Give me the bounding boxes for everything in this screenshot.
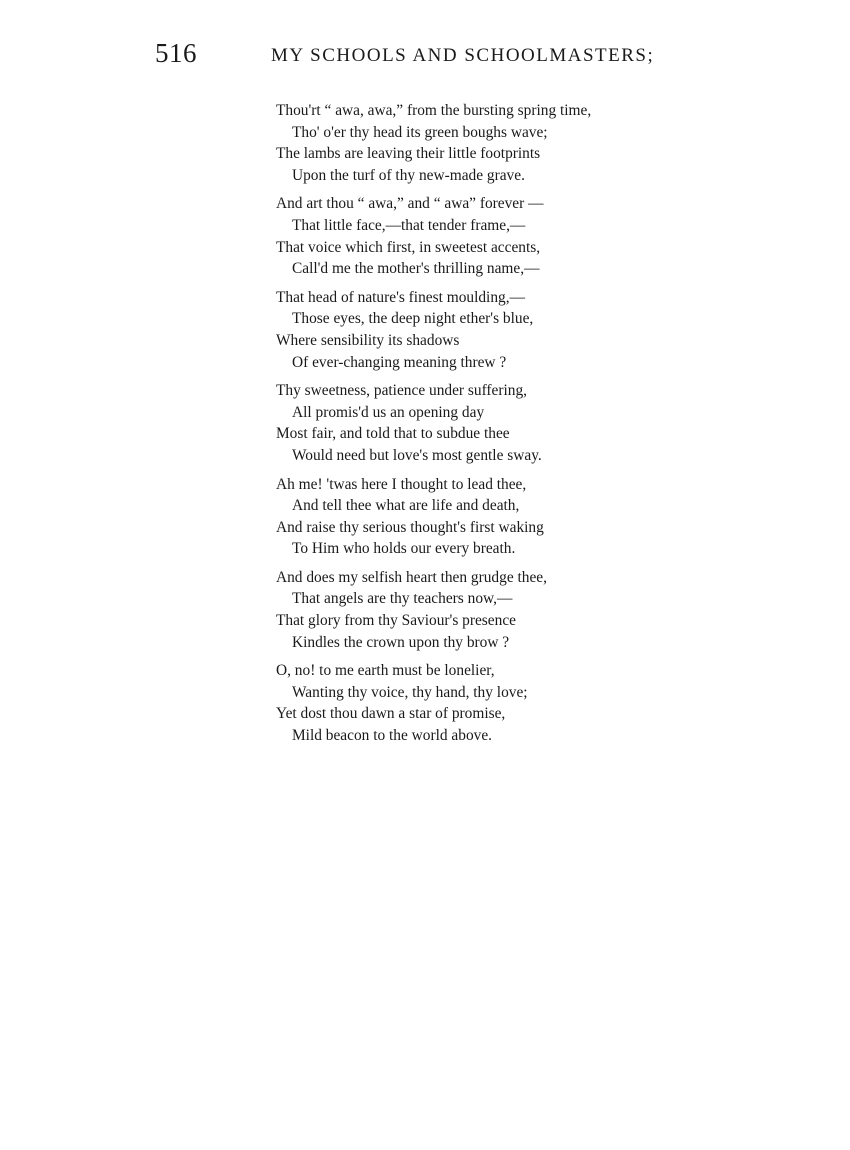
poem-line: To Him who holds our every breath.	[292, 540, 516, 558]
poem-line: That angels are thy teachers now,—	[292, 590, 513, 608]
poem-line: Kindles the crown upon thy brow ?	[292, 633, 510, 651]
poem-line: And does my selfish heart then grudge thee,	[276, 568, 547, 586]
poem-line: All promis'd us an opening day	[292, 403, 485, 421]
poem-line: Where sensibility its shadows	[276, 331, 460, 349]
poem-line: Of ever-changing meaning threw ?	[292, 353, 507, 371]
poem-line: O, no! to me earth must be lonelier,	[276, 662, 495, 680]
poem-line: That glory from thy Saviour's presence	[276, 612, 516, 630]
poem-line: Upon the turf of thy new-made grave.	[292, 166, 525, 184]
poem-line: Mild beacon to the world above.	[292, 727, 493, 745]
stanza	[276, 474, 656, 560]
page-number: 516	[155, 38, 197, 68]
poem-line: That head of nature's finest moulding,—	[276, 288, 525, 306]
poem-line: Most fair, and told that to subdue thee	[276, 425, 510, 443]
poem-line: Those eyes, the deep night ether's blue,	[292, 310, 534, 328]
poem	[276, 100, 656, 754]
poem-line: And tell thee what are life and death,	[292, 497, 520, 515]
poem-line: And art thou “ awa,” and “ awa” forever —	[276, 195, 544, 213]
stanza	[276, 100, 656, 186]
running-head: MY SCHOOLS AND SCHOOLMASTERS;	[271, 45, 655, 66]
poem-line: Yet dost thou dawn a star of promise,	[276, 705, 506, 723]
poem-line: That voice which first, in sweetest accents,	[276, 238, 541, 256]
stanza	[276, 287, 656, 373]
poem-line: Thy sweetness, patience under suffering,	[276, 382, 528, 400]
page-header	[155, 38, 675, 78]
poem-line: Would need but love's most gentle sway.	[292, 446, 542, 464]
poem-line: The lambs are leaving their little footprints	[276, 145, 541, 163]
poem-line: Tho' o'er thy head its green boughs wave;	[292, 123, 548, 141]
stanza	[276, 567, 656, 653]
stanza	[276, 380, 656, 466]
poem-line: Wanting thy voice, thy hand, thy love;	[292, 683, 528, 701]
poem-line: That little face,—that tender frame,—	[292, 216, 526, 234]
poem-line: Call'd me the mother's thrilling name,—	[292, 260, 540, 278]
poem-line: Ah me! 'twas here I thought to lead thee,	[276, 475, 527, 493]
stanza	[276, 660, 656, 746]
poem-line: And raise thy serious thought's first waking	[276, 518, 544, 536]
stanza	[276, 193, 656, 279]
poem-line: Thou'rt “ awa, awa,” from the bursting spring time,	[276, 102, 592, 119]
